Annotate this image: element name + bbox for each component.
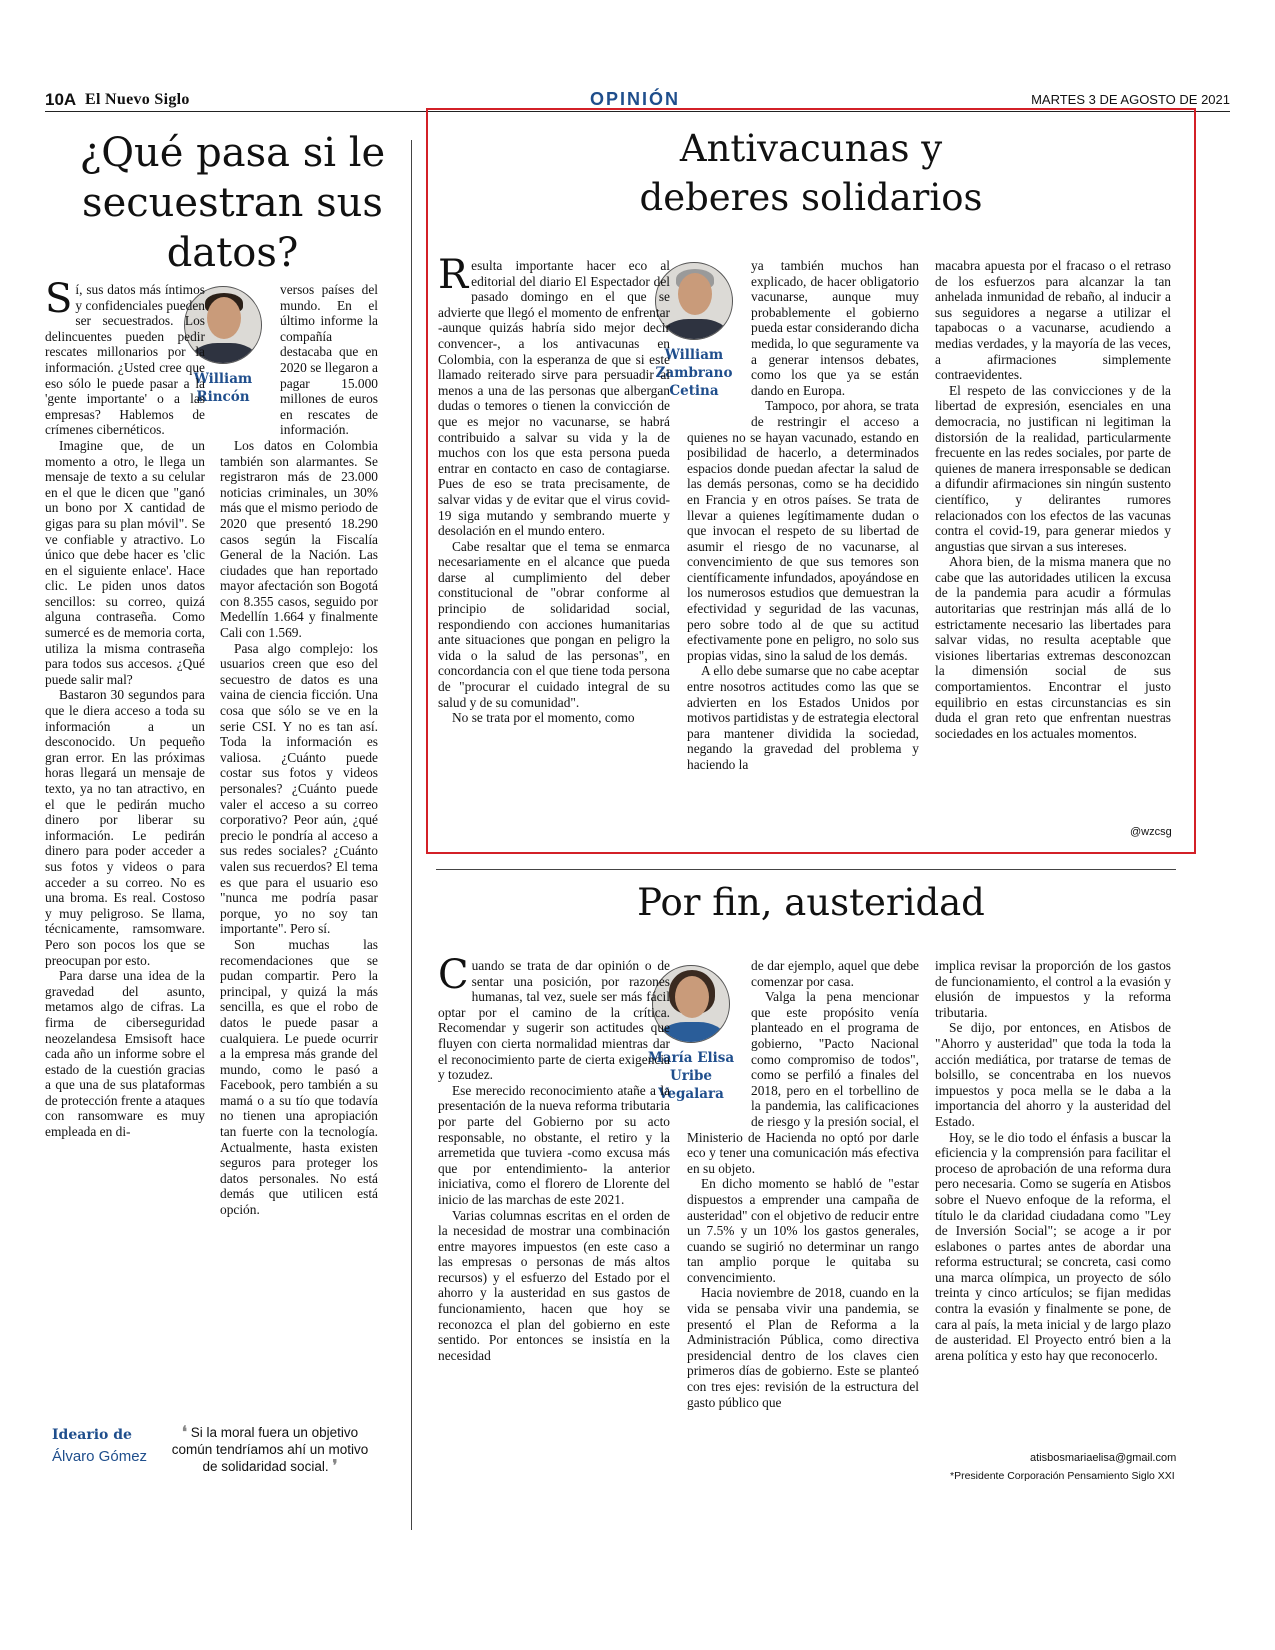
section-name: OPINIÓN <box>590 89 681 109</box>
paragraph: A ello debe sumarse que no cabe aceptar entre nosotros actitudes como las que se advierten en los Estados Unidos por motivos partidistas y de estrategia electoral para mantener dividida la sociedad, negando la gravedad del problema y haciendo la <box>687 663 919 772</box>
paragraph: No se trata por el momento, como <box>452 710 635 726</box>
bottom-article-col2 <box>687 958 919 1488</box>
close-quote-icon: ❜ <box>332 1458 338 1475</box>
ideario-author: Álvaro Gómez <box>52 1448 148 1465</box>
left-article-title: ¿Qué pasa si le secuestran sus datos? <box>79 130 386 276</box>
paragraph: Son muchas las recomendaciones que se pudan compartir. Pero la principal, y quizá la más sencilla, es que el robo de datos le puede pasar a cualquiera. Le puede ocurrir a la empresa más grande del mundo, como le pasó a Facebook, pero también a su mamá o a su tío que todavía no tienen una apropiación tan fuerte con la tecnología. Actualmente, hasta existen seguros para proteger los datos personales. No está demás que utilicen está opción. <box>220 936 378 1218</box>
paragraph: Hacia noviembre de 2018, cuando en la vida se pensaba vivir una pandemia, se presentó el Plan de Reforma a la Administración Pública, como directiva presidencial dentro de los claves cien primeros días de gobierno. Este se planteó con tres ejes: revisión de la estructura del gasto público que <box>687 1285 919 1410</box>
paragraph: Cuando se trata de dar opinión o de sentar una posición, por razones humanas, tal vez, suele ser más fácil optar por el camino de la crítica. Recomendar y sugerir son actitudes que fluyen con cierta normalidad mientras dar el reconocimiento parte de cierta exigencia y tozudez. <box>438 958 670 1083</box>
newspaper-name: El Nuevo Siglo <box>85 91 190 108</box>
bottom-author-name: María Elisa Uribe Vegalara <box>647 1050 735 1102</box>
paragraph: Pasa algo complejo: los usuarios creen que eso del secuestro de datos es una vaina de ciencia ficción. Una cosa que sólo se ve en la serie CSI. Y no es tan así. Toda la información es valiosa. ¿Cuánto puede costar sus fotos y videos personales? ¿Cuánto puede valer el acceso a su correo corporativo? Peor aún, ¿qué precio le pondría al acceso a sus redes sociales? ¿Cuánto valen sus recuerdos? El tema es que para el usuario eso "nunca me podría pasar porque, yo no soy tan importante". Pero sí. <box>220 640 378 937</box>
paragraph: versos países del mundo. En el último informe la compañía destacaba que en 2020 se llegaron a pagar 15.000 millones de euros en rescates de información. <box>280 282 378 438</box>
paragraph: Sí, sus datos más íntimos y confidenciales pueden ser secuestrados. Los delincuentes pueden pedir rescates millonarios por la información. ¿Usted cree que eso sólo le puede pasar a la 'gente importante' o a las empresas? Hablemos de crímenes cibernéticos. <box>45 282 205 438</box>
paragraph: Bastaron 30 segundos para que le diera acceso a toda su información a un desconocido. Un pequeño gran error. En las próximas horas llegará un mensaje de texto, ya no tan atractivo, en el que le pedirán mucho dinero por liberar su información. Le pedirán dinero para poder acceder a sus fotos y videos o para acceder a su correo. No es una broma. Es real. Costoso y muy peligroso. Se llama, técnicamente, ramsomware. Pero son pocos los que se preocupan por esto. <box>45 687 205 968</box>
top-article-col3 <box>935 258 1171 828</box>
bottom-article-col1 <box>438 958 670 1488</box>
author-footnote: *Presidente Corporación Pensamiento Siglo XXI <box>950 1470 1175 1482</box>
left-author-name: William Rincón <box>193 371 253 405</box>
top-article-col2 <box>687 258 919 848</box>
article-divider <box>436 869 1176 870</box>
issue-date: MARTES 3 DE AGOSTO DE 2021 <box>1031 92 1230 107</box>
top-article-title-line2: deberes solidarios <box>639 176 983 219</box>
bottom-article-title: Por fin, austeridad <box>637 881 985 924</box>
top-author-name: William Zambrano Cetina <box>655 347 733 399</box>
paragraph: Resulta importante hacer eco al editorial del diario El Espectador del pasado domingo en el que se advierte que llegó el momento de enfrentar -aunque quizás habría sido mejor decir convencer-, a los antivacunas en Colombia, con la esperanza de que si este llamado reiterado sirve para persuadir al menos a una de las personas que albergan dudas o temores o tienen la convicción de que es mejor no vacunarse, se habrá contribuido a salvar su vida y la de muchos con los que esta persona pueda entrar en contacto en caso de contagiarse. Pues de eso se trata precisamente, de salvar vidas y de evitar que el virus covid-19 siga mutando y sembrando muerte y desolación en el mundo entero. <box>438 258 670 539</box>
top-article-col1 <box>438 258 670 848</box>
left-article-body-b <box>220 282 378 1387</box>
paragraph: Se dijo, por entonces, en Atisbos de "Ahorro y austeridad" que toda la toda la acción mediática, por tratarse de temas de bolsillo, se concentraba en los nuevos impuestos y poca mella se le daba a la importancia del ahorro y la austeridad del Estado. <box>935 1020 1171 1129</box>
paragraph: implica revisar la proporción de los gastos de funcionamiento, el control a la evasión y elusión de impuestos y la reforma tributaria. <box>935 958 1171 1020</box>
paragraph: Ahora bien, de la misma manera que no cabe que las autoridades utilicen la excusa de la pandemia para acudir a fórmulas autoritarias que restrinjan más allá de lo estrictamente necesario las libertades para salvar vidas, no resulta aceptable que visiones libertarias extremas desconozcan la dimensión social de sus comportamientos. Encontrar el justo equilibrio en estas circunstancias es sin duda el gran reto que enfrentan nuestras sociedades en los actuales momentos. <box>935 554 1171 741</box>
open-quote-icon: ❛ <box>181 1424 188 1441</box>
ideario-title: Ideario de <box>52 1427 132 1443</box>
ideario-quote: ❛ Si la moral fuera un objetivo común tendríamos ahí un motivo de solidaridad social. ❜ <box>171 1424 369 1475</box>
paragraph: Tampoco, por ahora, se trata de restringir el acceso a quienes no se hayan vacunado, estando en posibilidad de hacerlo, a determinados espacios donde puedan afectar la salud de las demás personas, como se ha decidido en Francia y en otros países. Se trata de llevar a quienes legítimamente dudan o que invocan el respeto de su libertad de asumir el riesgo de no vacunarse, al convencimiento de que sus temores son científicamente infundados, apoyándose en los numerosos estudios que demuestran la efectividad y seguridad de las vacunas, pero sobre todo al de que su actitud efectivamente pone en peligro, no solo sus propias vidas, sino la salud de los demás. <box>687 398 919 663</box>
bottom-article-col3 <box>935 958 1171 1448</box>
paragraph: El respeto de las convicciones y de la libertad de expresión, esenciales en una democracia, no justifican ni legitiman la distorsión de la realidad, particularmente frecuente en las redes sociales, por parte de quienes de manera irresponsable se dedican a difundir afirmaciones sin ningún sustento científico, y delirantes rumores relacionados con los efectos de las vacunas contra el covid-19, para generar miedos y angustias que sirvan a sus intereses. <box>935 382 1171 554</box>
paragraph: Cabe resaltar que el tema se enmarca necesariamente en el alcance que pueda darse al cumplimiento del deber constitucional de "obrar conforme al principio de solidaridad social, respondiendo con acciones humanitarias ante situaciones que pongan en peligro la vida o la salud de las personas", en concordancia con el que tiene toda persona de "procurar el cuidado integral de su salud y de su comunidad". <box>438 538 670 710</box>
left-article-body-a <box>45 282 205 1387</box>
author-email: atisbosmariaelisa@gmail.com <box>1030 1452 1177 1464</box>
author-handle: @wzcsg <box>1130 826 1172 838</box>
paragraph: ya también muchos han explicado, de hacer obligatorio vacunarse, aunque muy probablemente el gobierno pueda estar considerando dicha medida, lo que seguramente va a generar intensos debates, como los que ya se están dando en Europa. <box>751 258 919 398</box>
paragraph: Ese merecido reconocimiento atañe a la presentación de la nueva reforma tributaria por parte del Gobierno por su acto responsable, no obstante, el retiro y la arremetida que tuviera -como excusa más que por entendimiento- la anterior iniciativa, como el florero de Llorente del inicio de las marchas de este 2021. <box>438 1082 670 1207</box>
paragraph: de dar ejemplo, aquel que debe comenzar por casa. <box>751 958 919 989</box>
paragraph: Los datos en Colombia también son alarmantes. Se registraron más de 23.000 noticias criminales, un 30% más que el mismo periodo de 2020 que presentó 18.290 casos según la Fiscalía General de la Nación. Las ciudades que han reportado mayor afectación son Bogotá con 8.355 casos, seguido por Medellín 1.664 y finalmente Cali con 1.569. <box>220 437 378 641</box>
paragraph: En dicho momento se habló de "estar dispuestos a emprender una campaña de austeridad" con el objetivo de reducir entre un 7.5% y un 10% los gastos generales, cuando se sugirió no determinar un rango tan amplio porque le quitaba su convencimiento. <box>687 1176 919 1285</box>
paragraph: Hoy, se le dio todo el énfasis a buscar la eficiencia y la comprensión para facilitar el proceso de aprobación de una reforma dura pero necesaria. Como se sugería en Atisbos sobre el Nuevo enfoque de la reforma, el título le da claridad ciudadana como "Ley de Inversión Social"; se acoge a ir por eslabones o partes antes de abordar una reforma estructural; se concreta, casi como una marca olímpica, un proyecto de sólo treinta y cinco artículos; se fijan medidas contra la evasión y finalmente se pone, de cara al país, la meta inicial y de largo plazo de austeridad. El Proyecto entró bien a la arena política y esto hay que reconocerlo. <box>935 1129 1171 1363</box>
paragraph: Valga la pena mencionar que este propósito venía planteado en el programa de gobierno, "Pacto Nacional como compromiso de todos", como se perfiló a finales del 2018, pero en el torbellino de la pandemia, las calificaciones de riesgo y la presión social, el Ministerio de Hacienda no optó por darle eco y tener una comunicación más efectiva en su objeto. <box>687 989 919 1176</box>
column-divider-left <box>411 140 412 1530</box>
paragraph: Varias columnas escritas en el orden de la necesidad de mostrar una combinación entre mayores impuestos (en este caso a las empresas o personas de más altos recursos) y el esfuerzo del Estado por el ahorro y la austeridad en sus gastos de funcionamiento, hacen que hoy se reconozca el plan del gobierno en este sentido. Por entonces se insistía en la necesidad <box>438 1207 670 1363</box>
paragraph: Imagine que, de un momento a otro, le llega un mensaje de texto a su celular en el que le dicen que "ganó un bono por X cantidad de gigas para su plan móvil". Se ve confiable y atractivo. Lo único que debe hacer es 'clic en el siguiente enlace'. Hace clic. Le piden unos datos sencillos: su correo, quizá alguna contraseña. Como sumercé es de memoria corta, utiliza la misma contraseña para todos sus accesos. ¿Qué puede salir mal? <box>45 437 205 687</box>
paragraph: Para darse una idea de la gravedad del asunto, metamos algo de cifras. La firma de ciberseguridad neozelandesa Emsisoft hace cada año un informe sobre el estado de la cuestión gracias a que una de sus plataformas de protección frente a ataques con ransomware es muy empleada en di- <box>45 968 205 1140</box>
page-number: 10A <box>45 90 77 109</box>
top-article-title-line1: Antivacunas y <box>679 127 943 170</box>
paragraph: macabra apuesta por el fracaso o el retraso de los esfuerzos para alcanzar la tan anhelada inmunidad de rebaño, al inducir a sus seguidores a negarse a utilizar el tapabocas o a vacunarse, acudiendo a medias verdades, y la mayoría de las veces, a afirmaciones simplemente contraevidentes. <box>935 258 1171 383</box>
